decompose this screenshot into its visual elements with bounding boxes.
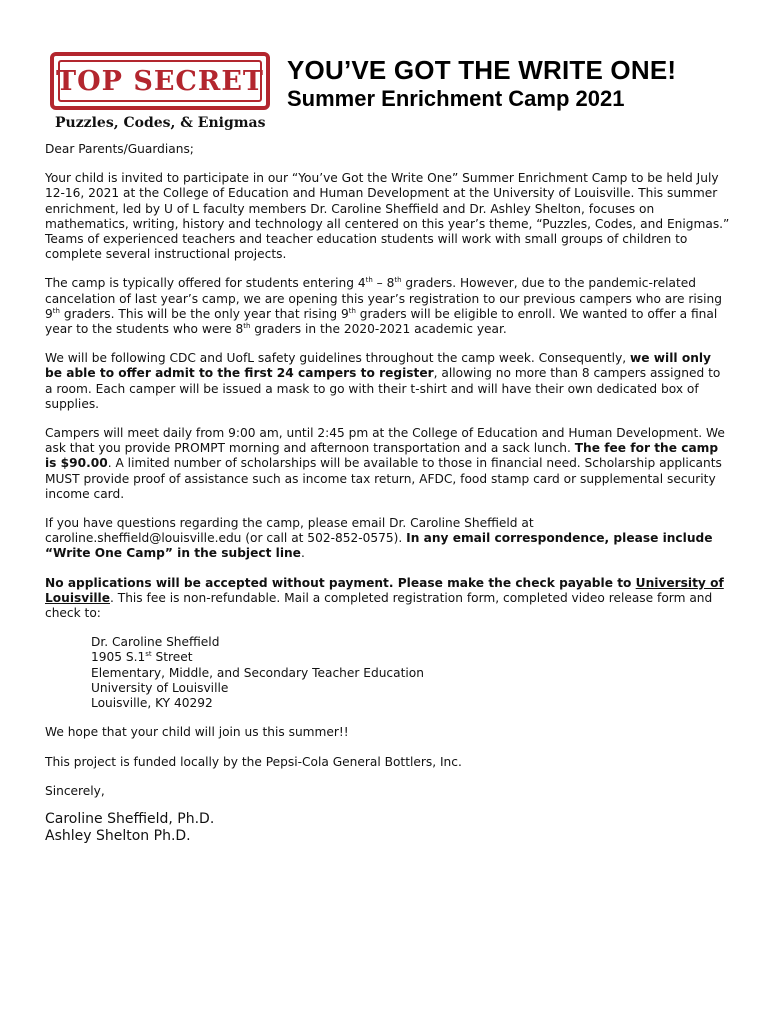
text-span: graders. This will be the only year that rising 9 xyxy=(59,306,349,321)
address-department: Elementary, Middle, and Secondary Teacher Education xyxy=(91,665,424,680)
paragraph-payment xyxy=(45,576,730,622)
bold-text: In any email correspondence, please include “Write One Camp” in the subject line xyxy=(45,531,713,561)
text-span: . xyxy=(300,546,305,561)
address-name: Dr. Caroline Sheffield xyxy=(91,635,220,650)
paragraph-contact xyxy=(45,516,730,562)
top-secret-stamp-logo xyxy=(50,52,270,110)
text-span: – 8 xyxy=(372,276,395,291)
text-span: We will be following CDC and UofL safety guidelines throughout the camp week. Consequently, xyxy=(45,351,631,366)
superscript: th xyxy=(348,306,356,315)
page-title: YOU’VE GOT THE WRITE ONE! xyxy=(287,55,677,85)
text-span: . This fee is non-refundable. Mail a completed registration form, completed video release form and check to: xyxy=(45,590,713,621)
text-span: The camp is typically offered for students entering 4 xyxy=(45,276,366,291)
superscript: st xyxy=(145,650,152,659)
signature-block xyxy=(45,811,730,845)
address-university: University of Louisville xyxy=(91,680,229,695)
signer-2: Ashley Shelton Ph.D. xyxy=(45,827,191,844)
paragraph-safety xyxy=(45,351,730,412)
superscript: th xyxy=(365,276,373,285)
closing: Sincerely, xyxy=(45,783,105,798)
tagline: Puzzles, Codes, & Enigmas xyxy=(55,115,266,131)
paragraph-eligibility xyxy=(45,276,730,337)
payee-underlined: University of Louisville xyxy=(45,575,724,605)
text-span: . A limited number of scholarships will be available to those in financial need. Scholarship applicants MUST provide proof of assistance such as income tax return, AFDC, food stamp card or supplemental security income card. xyxy=(45,456,722,501)
address-street xyxy=(91,650,730,665)
superscript: th xyxy=(243,321,251,330)
page-subtitle: Summer Enrichment Camp 2021 xyxy=(287,86,625,111)
text-span: , allowing no more than 8 campers assigned to a room. Each camper will be issued a mask to go with their t-shirt and will have their own dedicated box of supplies. xyxy=(45,366,721,411)
text-span: graders. However, due to the pandemic-related cancelation of last year’s camp, we are opening this year’s registration to our previous campers who are rising 9 xyxy=(45,276,722,321)
text-span: graders in the 2020-2021 academic year. xyxy=(250,322,507,337)
stamp-text: TOP SECRET xyxy=(56,65,264,97)
bold-text: No applications will be accepted without payment. Please make the check payable to xyxy=(45,575,636,590)
paragraph-invitation: Your child is invited to participate in our “You’ve Got the Write One” Summer Enrichment Camp to be held July 12-16, 2021 at the College of Education and Human Development at the University of Louisville. This summer enrichment, led by U of L faculty members Dr. Caroline Sheffield and Dr. Ashley Shelton, focuses on mathematics, writing, history and technology all centered on this year’s theme, “Puzzles, Codes, and Enigmas.” Teams of experienced teachers and teacher education students will work with small groups of children to complete several instructional projects. xyxy=(45,171,730,262)
superscript: th xyxy=(52,306,60,315)
mailing-address xyxy=(91,635,730,711)
text-span: If you have questions regarding the camp, please email Dr. Caroline Sheffield at caroline.sheffield@louisville.edu (or call at 502-852-0575). xyxy=(45,516,534,546)
paragraph-hope: We hope that your child will join us this summer!! xyxy=(45,725,349,740)
superscript: th xyxy=(394,276,402,285)
paragraph-funding: This project is funded locally by the Pepsi-Cola General Bottlers, Inc. xyxy=(45,754,462,769)
text-span: 1905 S.1 xyxy=(91,650,146,665)
letter-body xyxy=(45,142,730,845)
bold-text: we will only be able to offer admit to the first 24 campers to register xyxy=(45,351,712,381)
text-span: graders will be eligible to enroll. We wanted to offer a final year to the students who were 8 xyxy=(45,306,718,337)
salutation: Dear Parents/Guardians; xyxy=(45,142,194,156)
paragraph-schedule-fee xyxy=(45,426,730,502)
address-city: Louisville, KY 40292 xyxy=(91,696,213,711)
bold-text: The fee for the camp is $90.00 xyxy=(45,441,719,471)
text-span: Street xyxy=(151,650,193,665)
signer-1: Caroline Sheffield, Ph.D. xyxy=(45,810,215,827)
text-span: Campers will meet daily from 9:00 am, until 2:45 pm at the College of Education and Human Development. We ask that you provide PROMPT morning and afternoon transportation and a sack lunch. xyxy=(45,426,725,456)
